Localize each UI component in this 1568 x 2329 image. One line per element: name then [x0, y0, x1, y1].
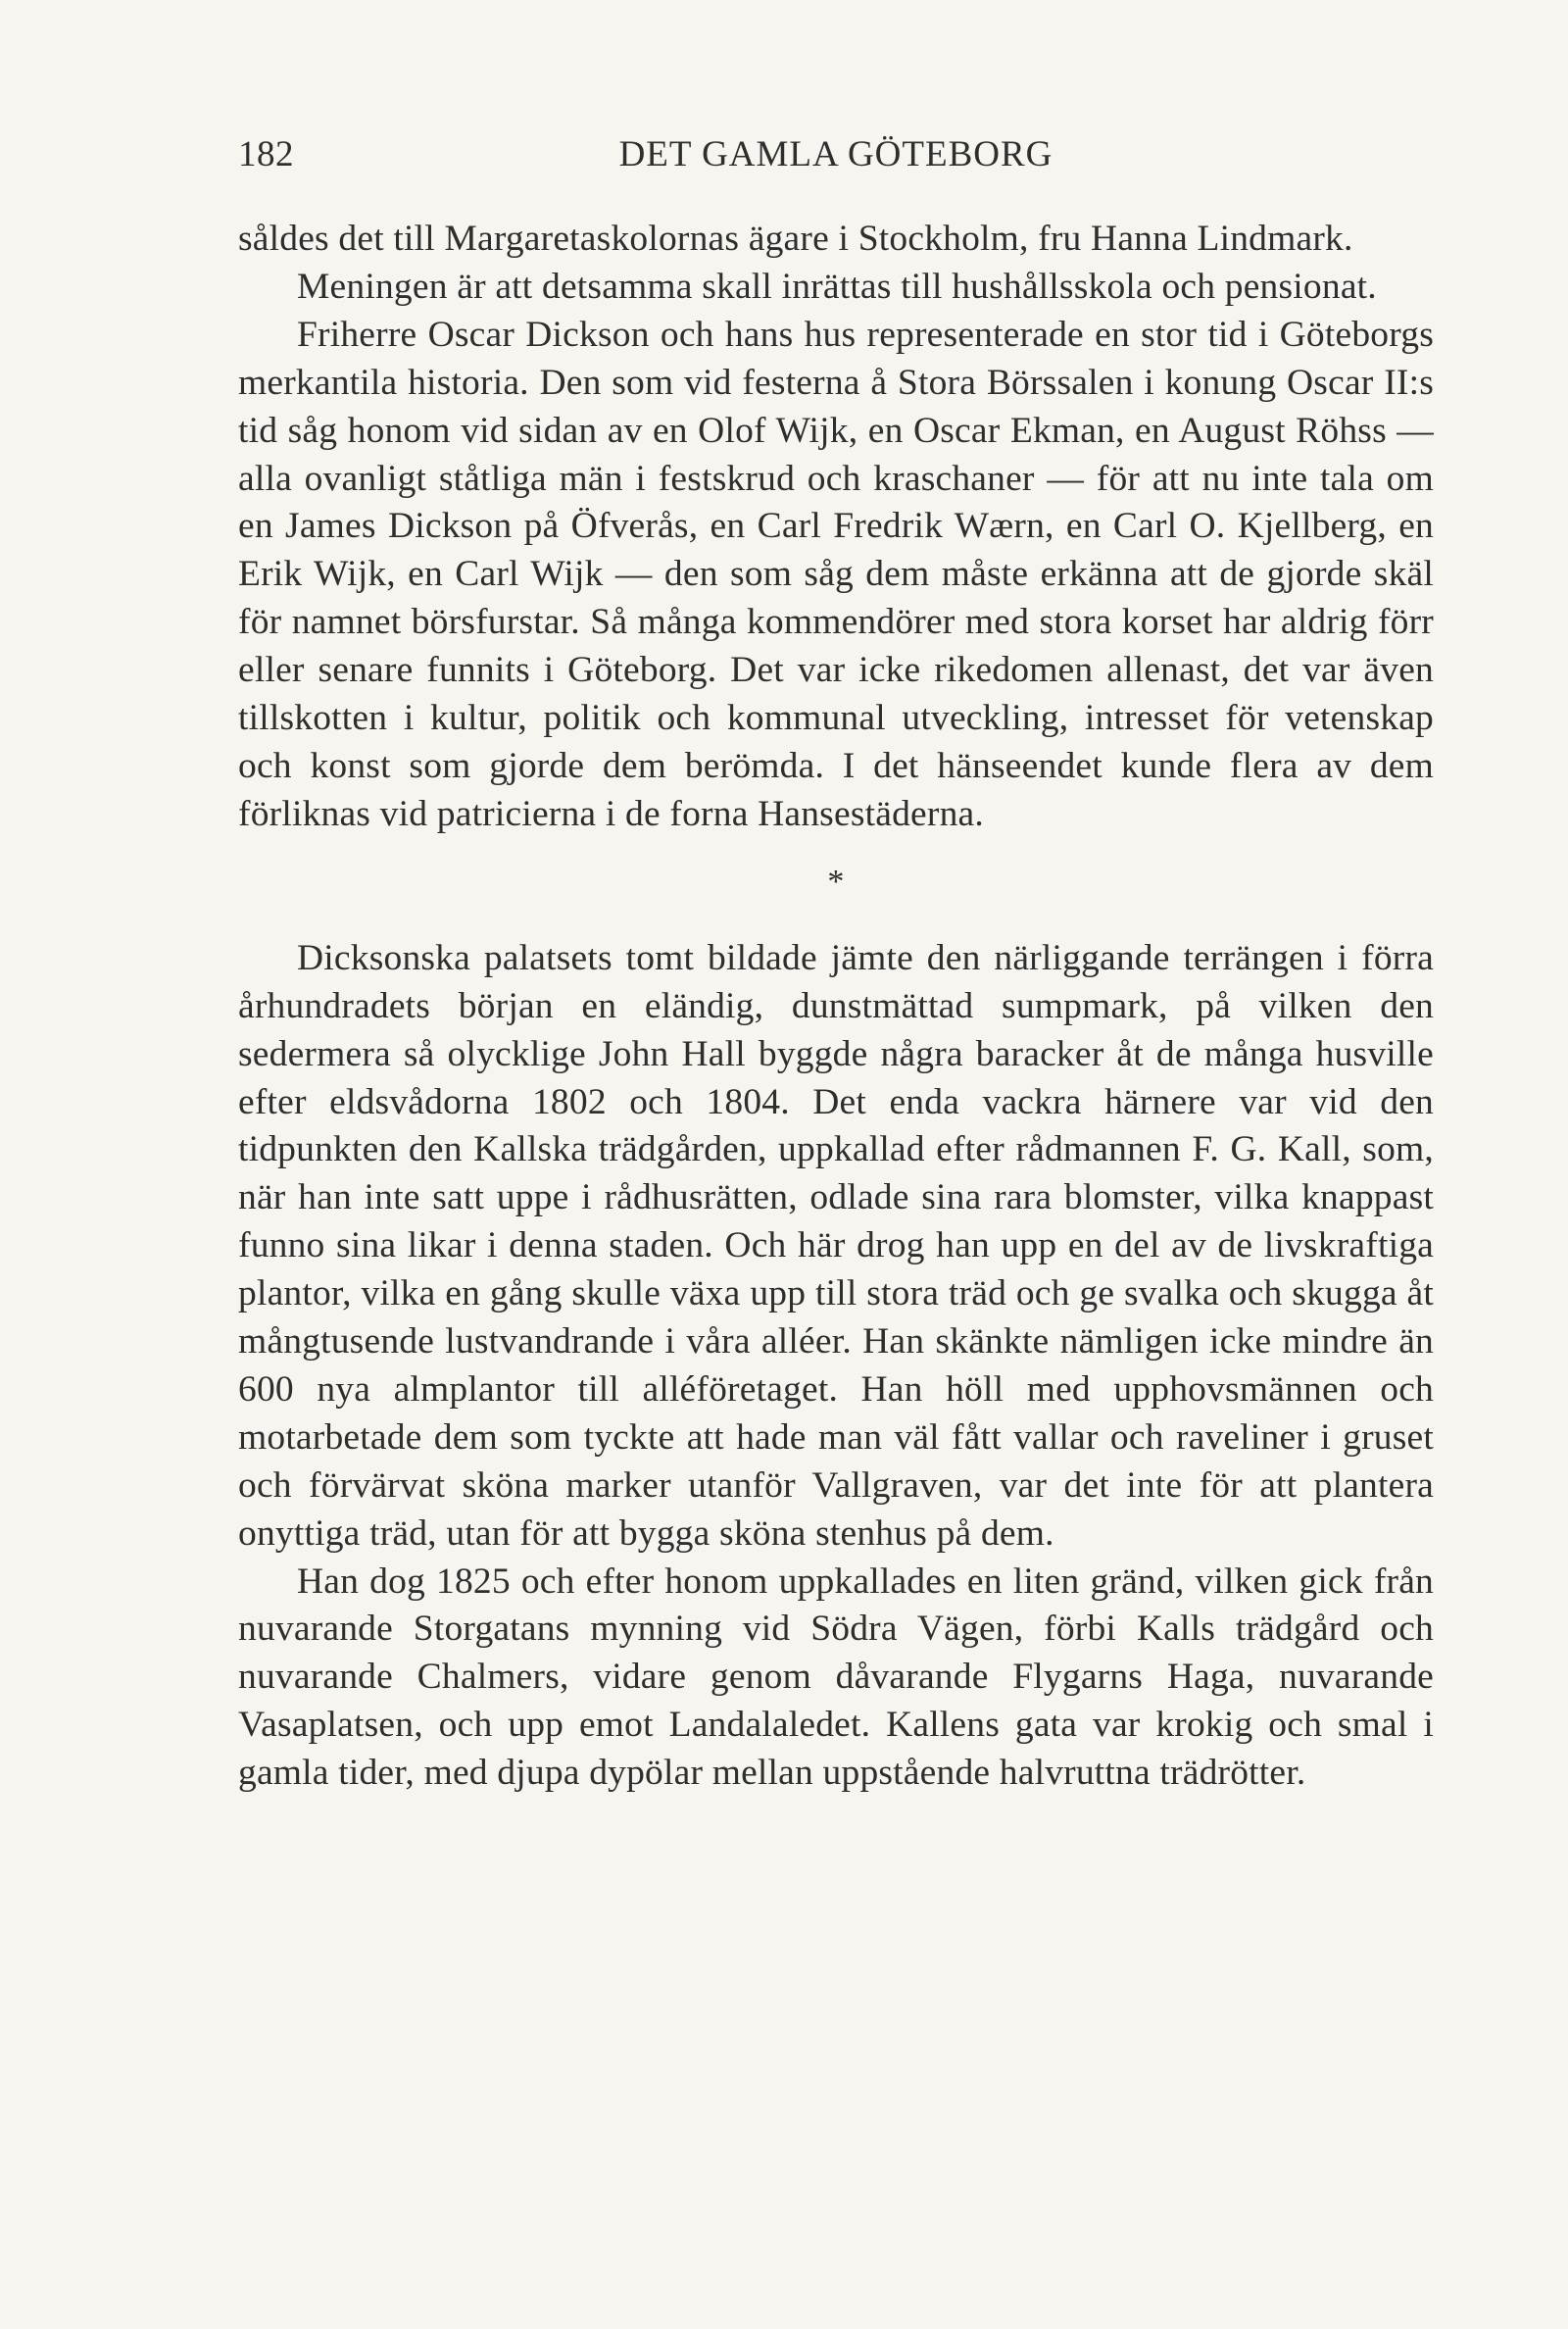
paragraph: Friherre Oscar Dickson och hans hus representerade en stor tid i Göteborgs merkantila historia. Den som vid festerna å Stora Börssalen i konung Oscar II:s tid såg honom vid sidan av en Olof Wijk, en Oscar Ekman, en August Röhss — alla ovanligt ståtliga män i festskrud och kraschaner — för att nu inte tala om en James Dickson på Öfverås, en Carl Fredrik Wærn, en Carl O. Kjellberg, en Erik Wijk, en Carl Wijk — den som såg dem måste erkänna att de gjorde skäl för namnet börsfurstar. Så många kommendörer med stora korset har aldrig förr eller senare funnits i Göteborg. Det var icke rikedomen allenast, det var även tillskotten i kultur, politik och kommunal utveckling, intresset för vetenskap och konst som gjorde dem berömda. I det hänseendet kunde flera av dem förliknas vid patricierna i de forna Hansestäderna. [238, 314, 1434, 834]
section-separator: * [827, 863, 845, 900]
paragraph: Meningen är att detsamma skall inrättas till hushållsskola och pensionat. [297, 266, 1377, 307]
paragraph: Dicksonska palatsets tomt bildade jämte den närliggande terrängen i förra århundradets början en eländig, dunstmättad sumpmark, på vilken den sedermera så olycklige John Hall byggde några baracker åt de många husville efter eldsvådorna 1802 och 1804. Det enda vackra härnere var vid den tidpunkten den Kallska trädgården, uppkallad efter rådmannen F. G. Kall, som, när han inte satt uppe i rådhusrätten, odlade sina rara blomster, vilka knappast funno sina likar i denna staden. Och här drog han upp en del av de livskraftiga plantor, vilka en gång skulle växa upp till stora träd och ge svalka och skugga åt mångtusende lustvandrande i våra alléer. Han skänkte nämligen icke mindre än 600 nya almplantor till alléföretaget. Han höll med upphovsmännen och motarbetade dem som tyckte att hade man väl fått vallar och raveliner i gruset och förvärvat sköna marker utanför Vallgraven, var det inte för att plantera onyttiga träd, utan för att bygga sköna stenhus på dem. [238, 937, 1434, 1554]
paragraph: Han dog 1825 och efter honom uppkallades en liten gränd, vilken gick från nuvarande Storgatans mynning vid Södra Vägen, förbi Kalls trädgård och nuvarande Chalmers, vidare genom dåvarande Flygarns Haga, nuvarande Vasaplatsen, och upp emot Landalaledet. Kallens gata var krokig och smal i gamla tider, med djupa dypölar mellan uppstående halvruttna trädrötter. [238, 1561, 1434, 1794]
running-header [238, 130, 1434, 179]
running-title: DET GAMLA GÖTEBORG [618, 134, 1054, 174]
body-text [238, 216, 1434, 1798]
page-number: 182 [238, 134, 294, 174]
paragraph: såldes det till Margaretaskolornas ägare i Stockholm, fru Hanna Lindmark. [238, 219, 1353, 259]
